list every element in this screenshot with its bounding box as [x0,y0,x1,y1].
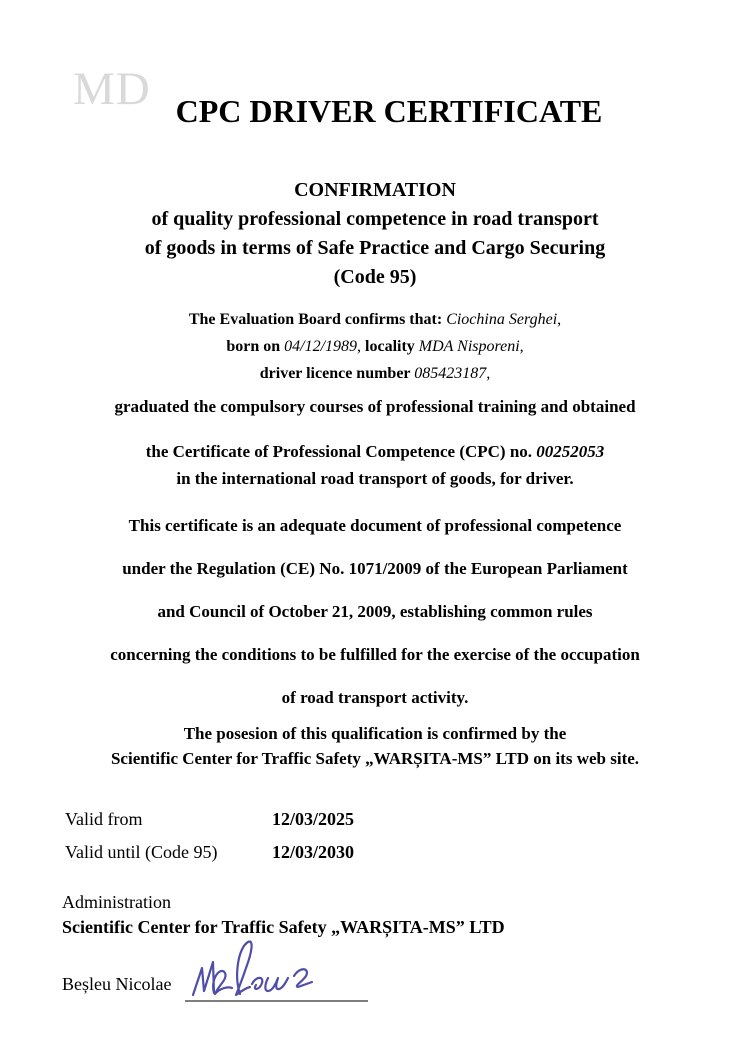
organization-name: Scientific Center for Traffic Safety „WARȘITA-MS” LTD [62,917,505,937]
confirmation-heading [0,176,750,292]
possession-paragraph [0,721,750,771]
signature-stroke [193,962,232,995]
birth-date: 04/12/1989, [284,338,366,355]
md-watermark: MD [73,63,151,115]
possession-line2: Scientific Center for Traffic Safety „WARȘITA-MS” LTD on its web site. [110,749,640,768]
holder-name: Ciochina Serghei, [446,311,562,328]
regulation-line1: This certificate is an adequate document of professional competence [128,516,622,535]
confirmation-heading-line2: of quality professional competence in road transport [151,208,599,230]
cpc-number-line [0,438,750,465]
signature-stroke [294,969,312,987]
possession-line1: The posesion of this qualification is confirmed by the [183,724,567,743]
signature-stroke [236,942,252,995]
valid-from-label: Valid from [65,809,143,829]
locality-value: MDA Nisporeni, [418,338,524,355]
locality-label: locality [365,338,419,355]
holder-birth-line [0,333,750,360]
valid-from-value: 12/03/2025 [272,809,355,829]
signer-name: Beșleu Nicolae [62,974,172,994]
handwritten-signature [188,936,333,1000]
confirms-intro-label: The Evaluation Board confirms that: [188,311,447,328]
confirmation-heading-line4: (Code 95) [333,266,417,288]
holder-licence-line [0,360,750,387]
holder-name-line [0,306,750,333]
valid-until-label: Valid until (Code 95) [65,842,218,862]
licence-label: driver licence number [259,365,415,382]
signature-stroke [252,978,288,991]
regulation-line3: and Council of October 21, 2009, establishing common rules [157,602,593,621]
regulation-line5: of road transport activity. [281,688,469,707]
born-label: born on [226,338,285,355]
cpc-prefix: the Certificate of Professional Competence (CPC) no. [145,442,537,461]
administration-label: Administration [62,892,171,912]
holder-details [0,306,750,387]
confirmation-heading-line1: CONFIRMATION [294,179,456,201]
regulation-paragraph [0,504,750,719]
graduated-paragraph: graduated the compulsory courses of professional training and obtained [114,397,636,416]
cpc-number: 00252053 [536,442,605,461]
regulation-line2: under the Regulation (CE) No. 1071/2009 of the European Parliament [122,559,628,578]
licence-number: 085423187, [414,365,491,382]
regulation-line4: concerning the conditions to be fulfilled for the exercise of the occupation [110,645,640,664]
confirmation-heading-line3: of goods in terms of Safe Practice and Cargo Securing [144,237,606,259]
valid-until-value: 12/03/2030 [272,842,355,862]
signature-line [185,1000,368,1002]
cpc-paragraph [0,438,750,492]
page-title: CPC DRIVER CERTIFICATE [175,93,603,129]
cpc-scope-line: in the international road transport of goods, for driver. [176,469,574,488]
